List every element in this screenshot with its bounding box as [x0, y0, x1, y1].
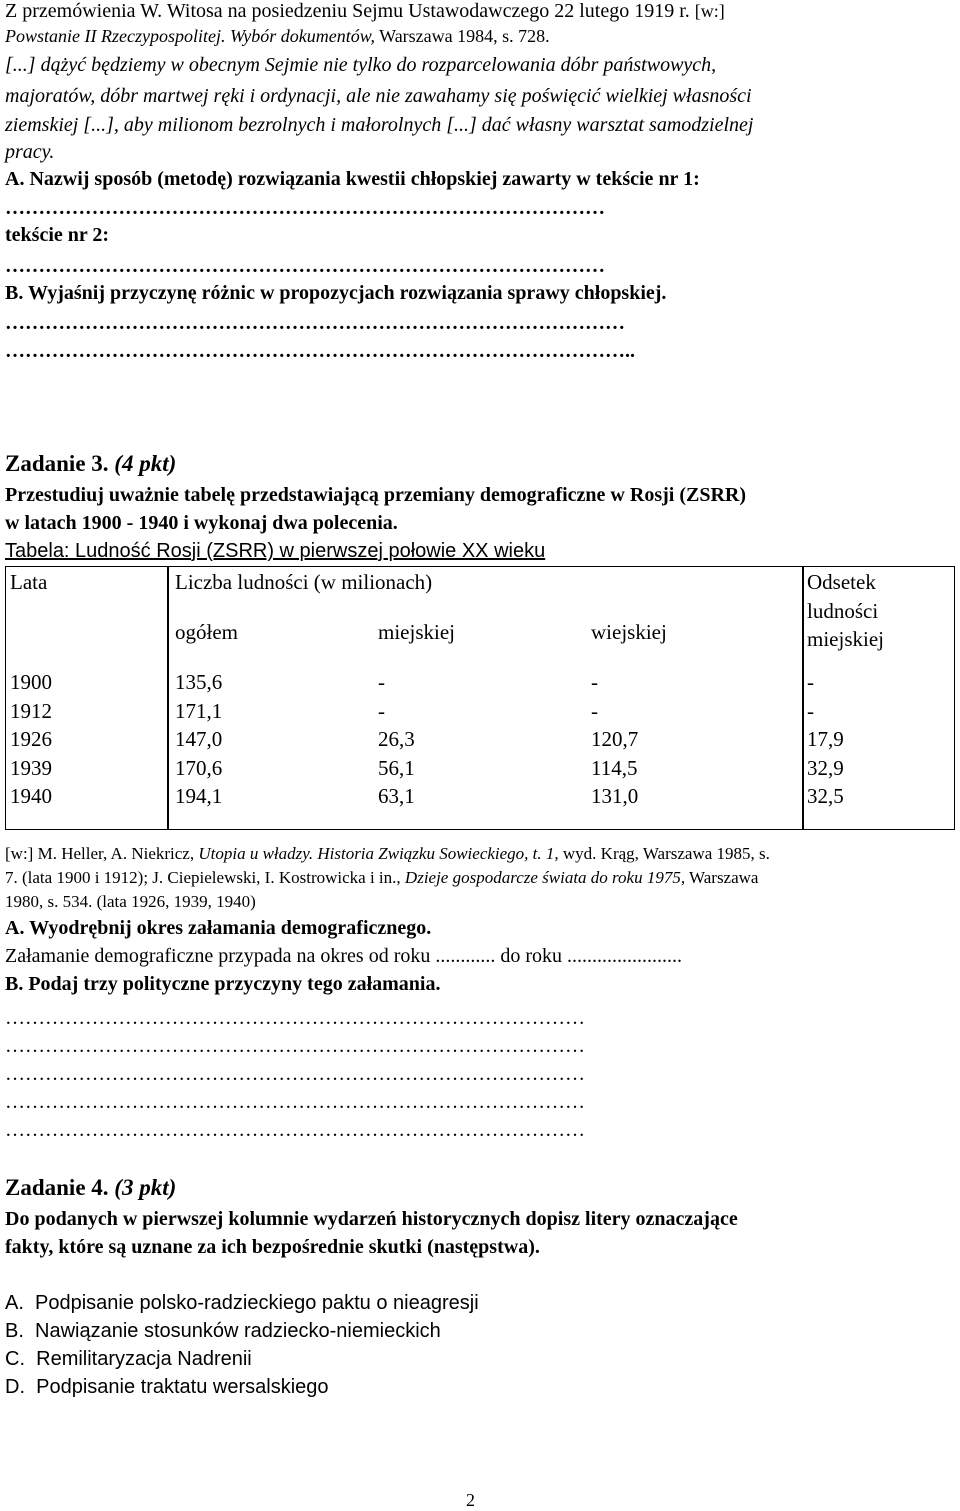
task4-heading — [5, 1174, 176, 1201]
task3-points: (4 pkt) — [114, 451, 177, 476]
task3-title: Zadanie 3. — [5, 451, 109, 476]
column-years — [10, 668, 52, 811]
task2-answer-line: ………………………………………………………………………………… — [5, 312, 625, 334]
table-source-line1: [w:] M. Heller, A. Niekricz, Utopia u władzy. Historia Związku Sowieckiego, t. 1, wyd. Krąg, Warszawa 1985, s. — [5, 844, 770, 863]
header-population: Liczba ludności (w milionach) — [175, 570, 433, 594]
task4-points: (3 pkt) — [114, 1175, 177, 1200]
table-cell: 63,1 — [378, 784, 415, 808]
table-cell: 1912 — [10, 698, 52, 723]
table-source-line2: 7. (lata 1900 i 1912); J. Ciepielewski, I. Kostrowicka i in., Dzieje gospodarcze świata do roku 1975, Warszawa — [5, 868, 759, 887]
header-total: ogółem — [175, 620, 238, 644]
table-cell: 26,3 — [378, 727, 415, 751]
list-item: A. Podpisanie polsko-radzieckiego paktu o nieagresji — [5, 1292, 479, 1314]
table-cell: 1940 — [10, 784, 52, 808]
column-total — [175, 668, 222, 811]
table-source-line3: 1980, s. 534. (lata 1926, 1939, 1940) — [5, 892, 256, 911]
table-cell: 56,1 — [378, 755, 415, 780]
task3-instruction-line1: Przestudiuj uważnie tabelę przedstawiającą przemiany demograficzne w Rosji (ZSRR) — [5, 484, 746, 506]
task2-answer-line: ……………………………………………………………………………… — [5, 255, 605, 277]
header-share: Odsetek ludności miejskiej — [807, 570, 884, 651]
column-rural — [591, 668, 638, 811]
table-cell: 1939 — [10, 755, 52, 780]
table-cell: - — [591, 670, 598, 694]
header-urban: miejskiej — [378, 620, 455, 644]
task3-answer-line: …………………………………………………………………………… — [5, 1035, 585, 1057]
list-item: C. Remilitaryzacja Nadrenii — [5, 1348, 252, 1370]
table-cell: 135,6 — [175, 670, 223, 694]
header-years: Lata — [10, 570, 48, 594]
quote-text-line4: pracy. — [5, 141, 55, 163]
task4-instruction-line1: Do podanych w pierwszej kolumnie wydarzeń historycznych dopisz litery oznaczające — [5, 1208, 738, 1230]
task4-instruction-line2: fakty, które są uznane za ich bezpośrednie skutki (następstwa). — [5, 1236, 540, 1258]
table-cell: 114,5 — [591, 755, 638, 780]
page-number: 2 — [466, 1490, 475, 1510]
task3-heading — [5, 450, 176, 477]
task2-label-text2: tekście nr 2: — [5, 224, 110, 246]
table-cell: 120,7 — [591, 727, 639, 751]
column-urban — [378, 668, 415, 811]
task3-answer-line: …………………………………………………………………………… — [5, 1007, 585, 1029]
table-caption: Tabela: Ludność Rosji (ZSRR) w pierwszej połowie XX wieku — [5, 540, 546, 562]
task3-answer-line: …………………………………………………………………………… — [5, 1091, 585, 1113]
table-cell: - — [591, 698, 598, 723]
table-cell: 170,6 — [175, 755, 223, 780]
quote-text-line3: ziemskiej [...], aby milionom bezrolnych i małorolnych [...] dać własny warsztat samodzielnej — [5, 114, 754, 136]
task2-question-b: B. Wyjaśnij przyczynę różnic w propozycjach rozwiązania sprawy chłopskiej. — [5, 282, 667, 304]
table-cell: 17,9 — [807, 727, 844, 751]
task3-question-a: A. Wyodrębnij okres załamania demograficznego. — [5, 917, 432, 939]
table-cell: - — [378, 670, 385, 694]
task3-answer-a: Załamanie demograficzne przypada na okres od roku ............ do roku ....................... — [5, 945, 683, 967]
quote-source-line2: Powstanie II Rzeczypospolitej. Wybór dokumentów, Warszawa 1984, s. 728. — [5, 26, 550, 46]
table-cell: 1926 — [10, 727, 52, 751]
table-cell: 171,1 — [175, 698, 223, 723]
list-item: B. Nawiązanie stosunków radziecko-niemieckich — [5, 1320, 441, 1342]
quote-text-line2: majoratów, dóbr martwej ręki i ordynacji, ale nie zawahamy się poświęcić wielkiej własności — [5, 85, 752, 107]
task3-question-b: B. Podaj trzy polityczne przyczyny tego załamania. — [5, 973, 441, 995]
table-cell: - — [378, 698, 385, 723]
quote-source-line1: Z przemówienia W. Witosa na posiedzeniu Sejmu Ustawodawczego 22 lutego 1919 r. [w:] — [5, 0, 725, 22]
list-item: D. Podpisanie traktatu wersalskiego — [5, 1376, 329, 1398]
quote-text-line1: [...] dążyć będziemy w obecnym Sejmie nie tylko do rozparcelowania dóbr państwowych, — [5, 54, 717, 76]
table-cell: - — [807, 670, 814, 694]
task2-question-a: A. Nazwij sposób (metodę) rozwiązania kwestii chłopskiej zawarty w tekście nr 1: — [5, 168, 700, 190]
task4-title: Zadanie 4. — [5, 1175, 109, 1200]
table-cell: 194,1 — [175, 784, 223, 808]
table-cell: 32,9 — [807, 755, 844, 780]
header-rural: wiejskiej — [591, 620, 667, 644]
task3-answer-line: …………………………………………………………………………… — [5, 1119, 585, 1141]
table-cell: 1900 — [10, 670, 52, 694]
table-cell: - — [807, 698, 814, 723]
task2-answer-line: ………………………………………………………………………………….. — [5, 340, 635, 362]
task3-instruction-line2: w latach 1900 - 1940 i wykonaj dwa polecenia. — [5, 512, 398, 534]
table-cell: 147,0 — [175, 727, 223, 751]
column-share — [807, 668, 844, 811]
table-cell: 131,0 — [591, 784, 639, 808]
table-cell: 32,5 — [807, 784, 844, 808]
population-table — [5, 566, 955, 830]
task3-answer-line: …………………………………………………………………………… — [5, 1063, 585, 1085]
task2-answer-line: ……………………………………………………………………………… — [5, 197, 605, 219]
